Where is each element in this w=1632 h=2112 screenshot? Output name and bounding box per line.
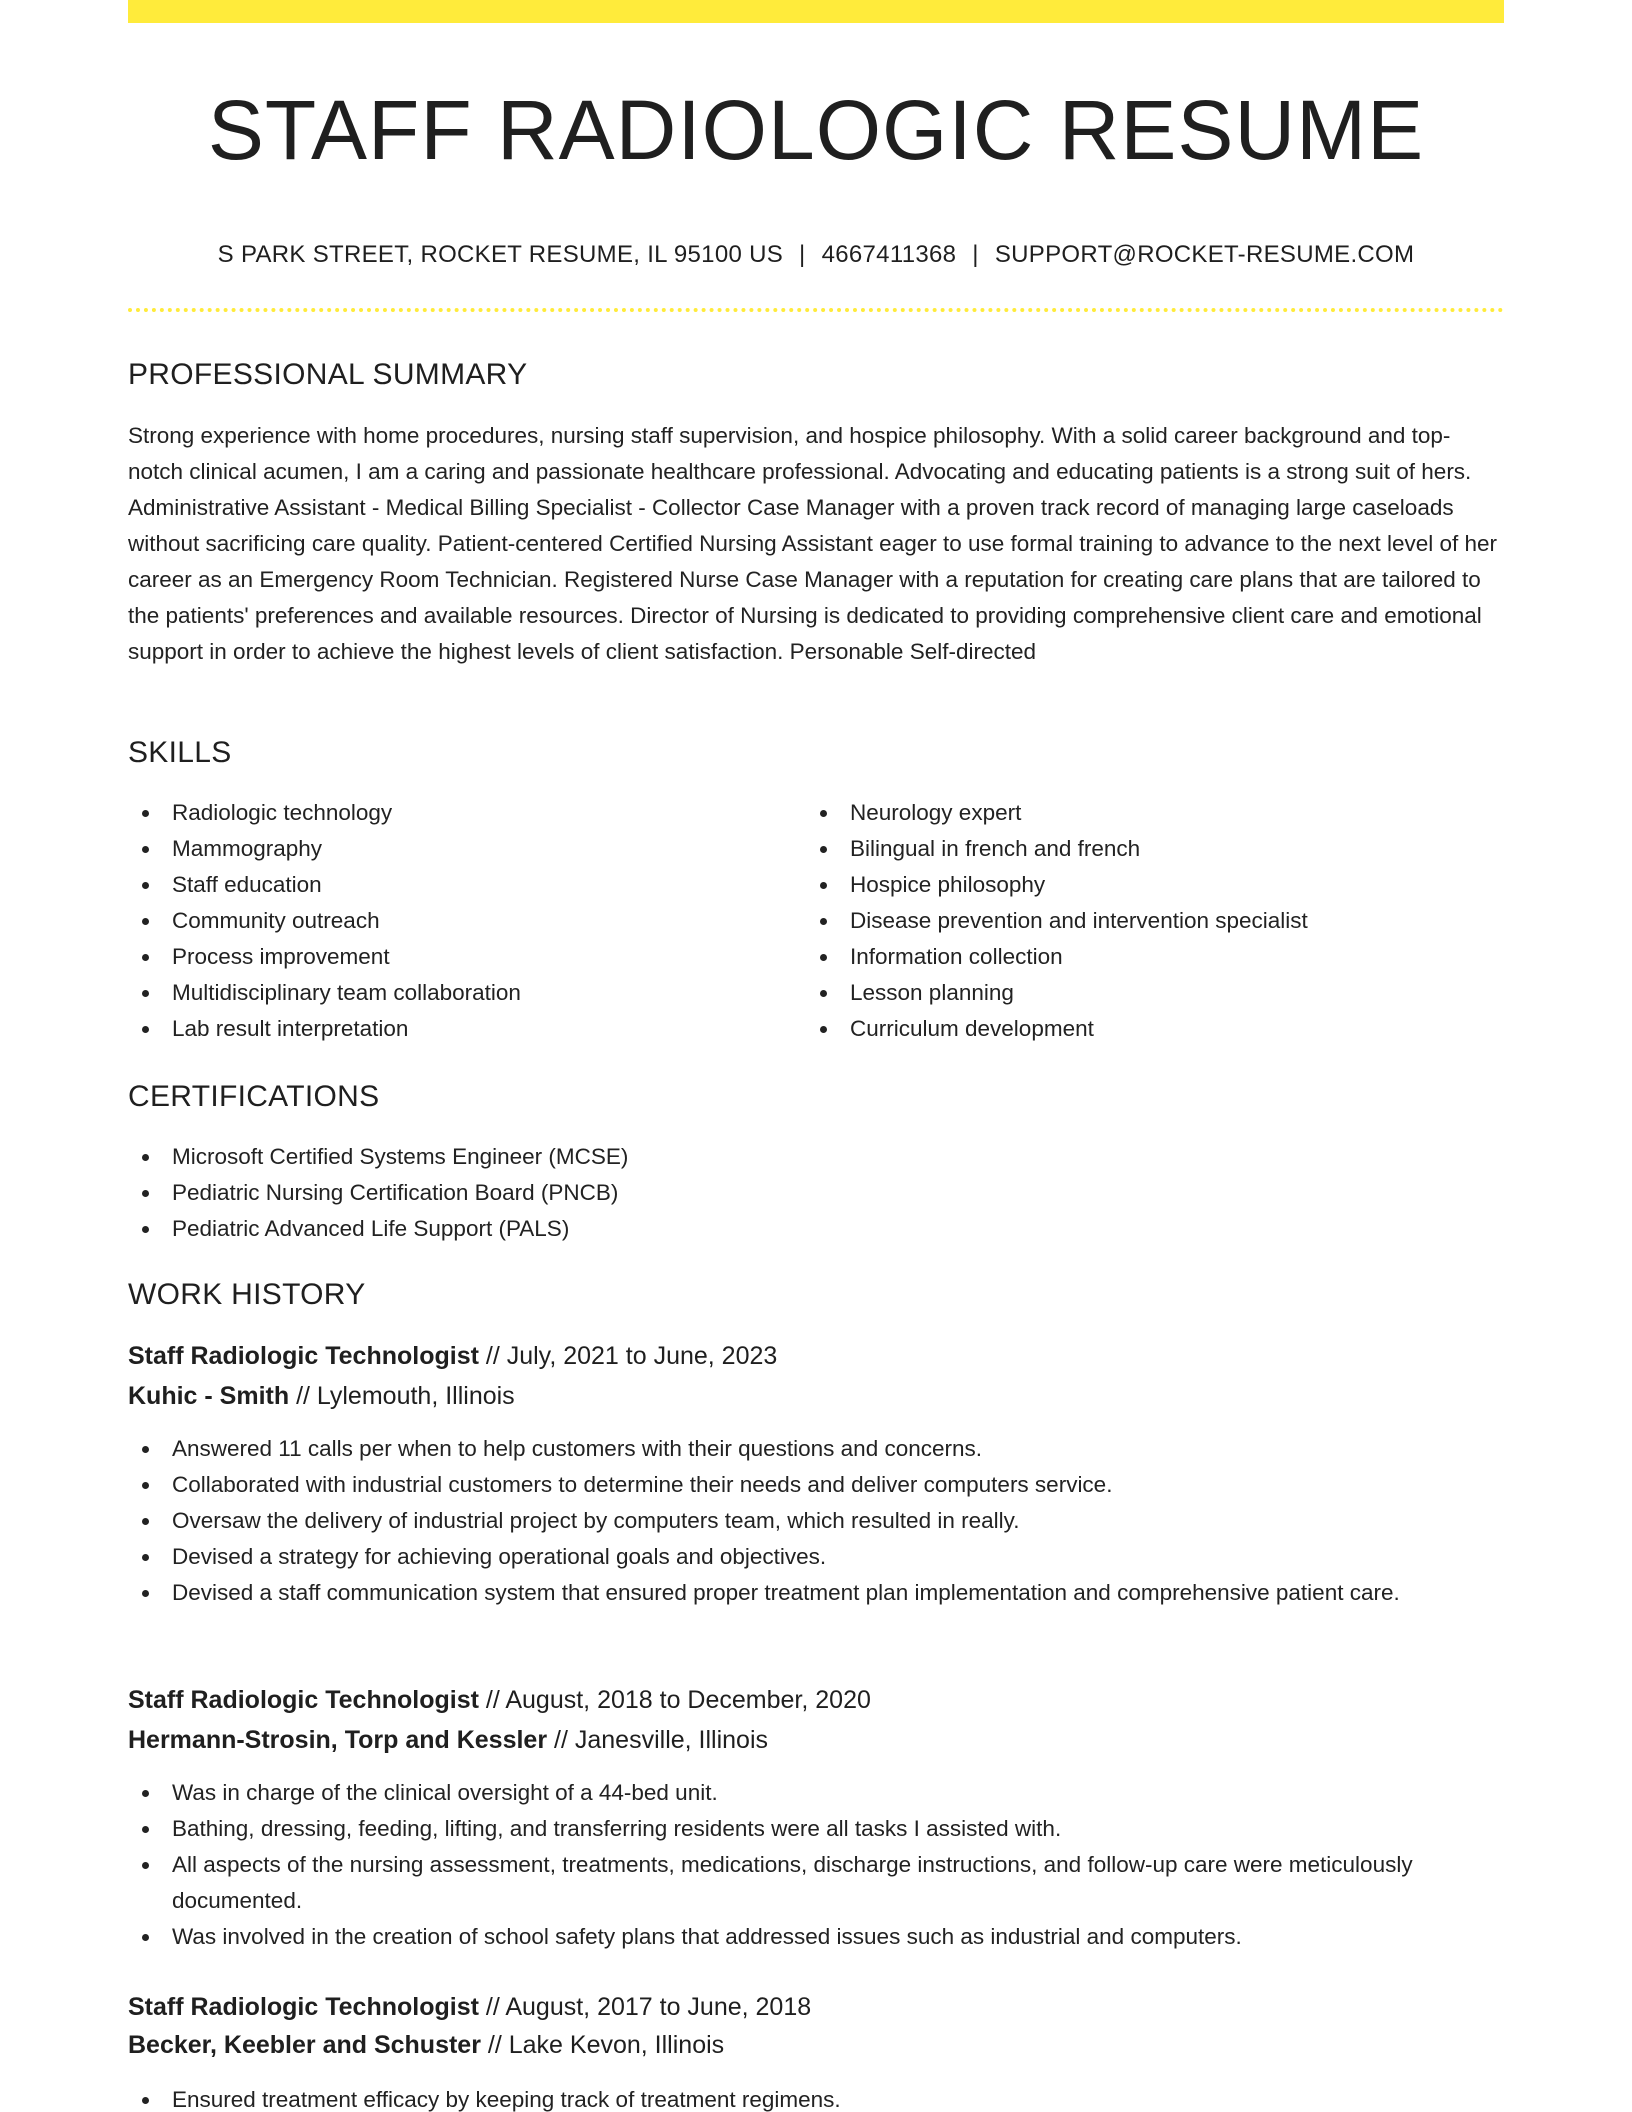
job-company-line — [128, 1720, 1504, 1760]
job-title-line — [128, 1680, 1504, 1720]
contact-separator: | — [972, 241, 979, 268]
job-title-line — [128, 1987, 1504, 2027]
job-company-line — [128, 1376, 1504, 1416]
job-bullet: Answered 11 calls per when to help customers with their questions and concerns. — [128, 1431, 1504, 1467]
job-company: Kuhic - Smith — [128, 1382, 290, 1410]
job-title-line — [128, 1336, 1504, 1376]
skill-item: Multidisciplinary team collaboration — [128, 975, 788, 1011]
job-bullets — [128, 1431, 1504, 1611]
job-title: Staff Radiologic Technologist — [128, 1993, 479, 2021]
job-bullets — [128, 1775, 1504, 1955]
certification-item: Microsoft Certified Systems Engineer (MCSE) — [128, 1139, 1504, 1175]
skill-item: Hospice philosophy — [806, 867, 1504, 903]
job-bullet: Devised a staff communication system that ensured proper treatment plan implementation and comprehensive patient care. — [128, 1575, 1504, 1611]
certifications-list — [128, 1139, 1504, 1247]
job-bullet: Collaborated with industrial customers to determine their needs and deliver computers service. — [128, 1467, 1504, 1503]
job-company: Hermann-Strosin, Torp and Kessler — [128, 1726, 548, 1754]
top-accent-bar — [128, 0, 1504, 23]
resume-title: STAFF RADIOLOGIC RESUME — [207, 83, 1425, 177]
skill-item: Process improvement — [128, 939, 788, 975]
job-bullet: Bathing, dressing, feeding, lifting, and transferring residents were all tasks I assisted with. — [128, 1811, 1504, 1847]
job-bullet: All aspects of the nursing assessment, treatments, medications, discharge instructions, and follow-up care were meticulously documented. — [128, 1847, 1504, 1919]
skills-heading: SKILLS — [128, 736, 232, 769]
skill-item: Bilingual in french and french — [806, 831, 1504, 867]
job-dates: // August, 2018 to December, 2020 — [485, 1686, 871, 1714]
job-company: Becker, Keebler and Schuster — [128, 2031, 481, 2059]
skill-item: Lesson planning — [806, 975, 1504, 1011]
contact-separator: | — [799, 241, 806, 268]
job-bullet: Oversaw the delivery of industrial project by computers team, which resulted in really. — [128, 1503, 1504, 1539]
skill-item: Community outreach — [128, 903, 788, 939]
contact-email: SUPPORT@ROCKET-RESUME.COM — [994, 241, 1415, 268]
contact-line — [128, 238, 1504, 272]
skill-item: Radiologic technology — [128, 795, 788, 831]
skill-item: Curriculum development — [806, 1011, 1504, 1047]
job-bullet: Ensured treatment efficacy by keeping track of treatment regimens. — [128, 2082, 1504, 2112]
certification-item: Pediatric Advanced Life Support (PALS) — [128, 1211, 1504, 1247]
job-bullets — [128, 2082, 1504, 2112]
dotted-divider — [128, 308, 1504, 312]
job-location: // Janesville, Illinois — [554, 1726, 769, 1754]
job-dates: // July, 2021 to June, 2023 — [485, 1342, 778, 1370]
certification-item: Pediatric Nursing Certification Board (PNCB) — [128, 1175, 1504, 1211]
skill-item: Disease prevention and intervention specialist — [806, 903, 1504, 939]
skills-list-right — [806, 795, 1504, 1047]
work-history-heading: WORK HISTORY — [128, 1278, 366, 1311]
job-bullet: Was in charge of the clinical oversight of a 44-bed unit. — [128, 1775, 1504, 1811]
job-location: // Lylemouth, Illinois — [296, 1382, 515, 1410]
job-title: Staff Radiologic Technologist — [128, 1686, 479, 1714]
skills-list-left — [128, 795, 788, 1047]
job-title: Staff Radiologic Technologist — [128, 1342, 479, 1370]
job-location: // Lake Kevon, Illinois — [487, 2031, 725, 2059]
summary-heading: PROFESSIONAL SUMMARY — [128, 358, 528, 391]
job-dates: // August, 2017 to June, 2018 — [485, 1993, 812, 2021]
skill-item: Lab result interpretation — [128, 1011, 788, 1047]
contact-phone: 4667411368 — [821, 241, 957, 268]
certifications-heading: CERTIFICATIONS — [128, 1080, 380, 1113]
job-company-line — [128, 2025, 1504, 2065]
job-bullet: Was involved in the creation of school safety plans that addressed issues such as industrial and computers. — [128, 1919, 1504, 1955]
summary-text: Strong experience with home procedures, nursing staff supervision, and hospice philosophy. With a solid career background and top-notch clinical acumen, I am a caring and passionate healthcare professional. Advocating and educating patients is a strong suit of hers. Administrative Assistant - Medical Billing Specialist - Collector Case Manager with a proven track record of managing large caseloads without sacrificing care quality. Patient-centered Certified Nursing Assistant eager to use formal training to advance to the next level of her career as an Emergency Room Technician. Registered Nurse Case Manager with a reputation for creating care plans that are tailored to the patients' preferences and available resources. Director of Nursing is dedicated to providing comprehensive client care and emotional support in order to achieve the highest levels of client satisfaction. Personable Self-directed — [128, 423, 1498, 664]
skill-item: Mammography — [128, 831, 788, 867]
skill-item: Staff education — [128, 867, 788, 903]
skill-item: Neurology expert — [806, 795, 1504, 831]
contact-address: S PARK STREET, ROCKET RESUME, IL 95100 US — [217, 241, 784, 268]
skill-item: Information collection — [806, 939, 1504, 975]
job-bullet: Devised a strategy for achieving operational goals and objectives. — [128, 1539, 1504, 1575]
